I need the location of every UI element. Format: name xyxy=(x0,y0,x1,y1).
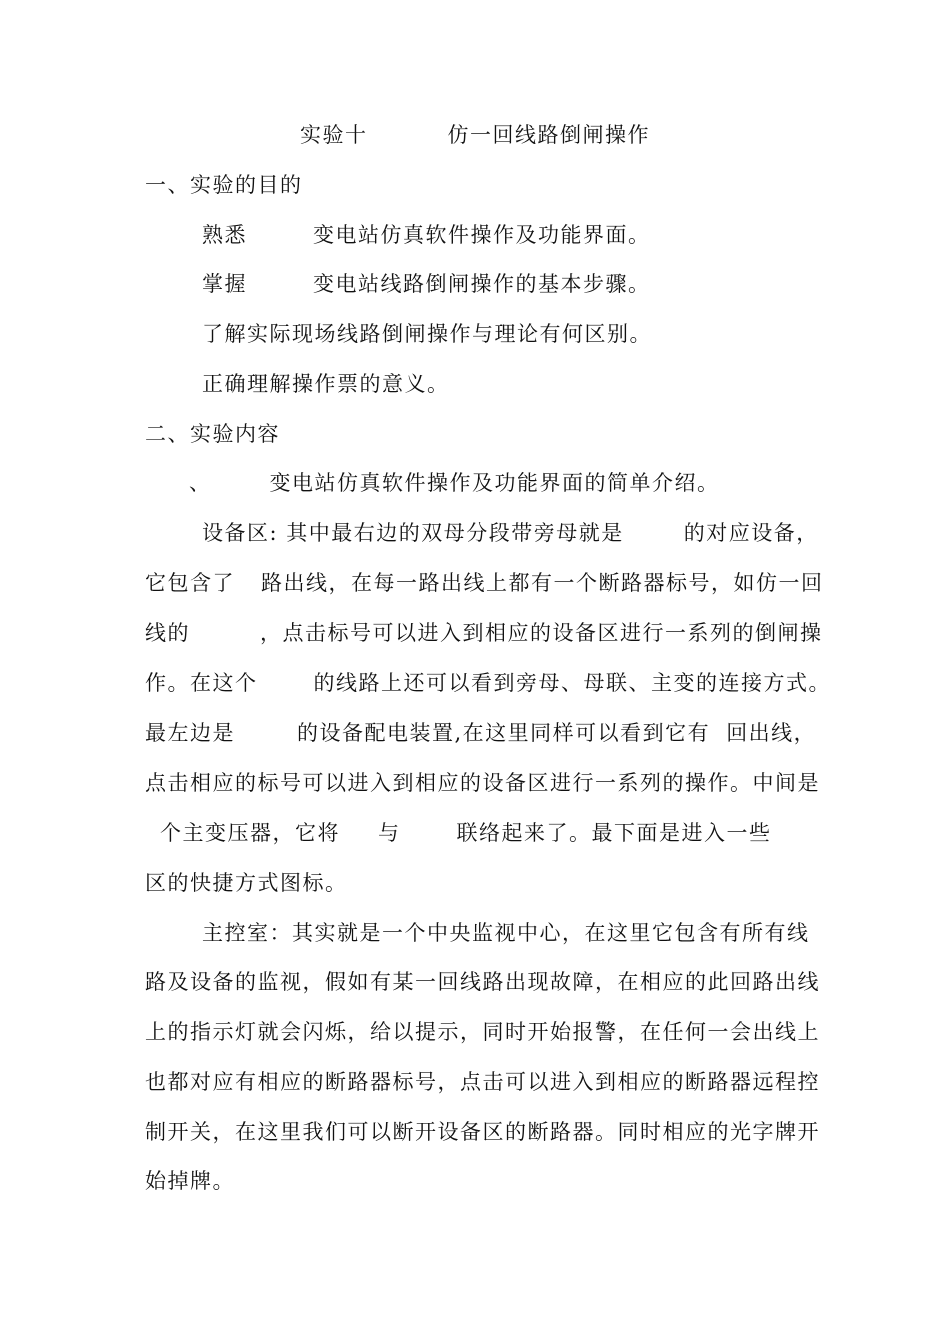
document-title xyxy=(300,120,650,150)
para1-text: 它包含了 xyxy=(145,571,235,595)
para1-text: 路出线，在每一路出线上都有一个断路器标号，如仿一回 xyxy=(261,571,824,595)
para1-text: 作。在这个 xyxy=(145,671,258,695)
objective-item: 了解实际现场线路倒闸操作与理论有何区别。 xyxy=(202,322,652,346)
para1-text: 的对应设备， xyxy=(683,521,819,545)
content-subheading xyxy=(189,468,720,498)
para1-text: 与 xyxy=(378,821,401,845)
objective-lead: 熟悉 xyxy=(202,223,247,247)
objective-lead: 掌握 xyxy=(202,272,247,296)
para1-text: 最左边是 xyxy=(145,721,235,745)
para1-text: 联络起来了。最下面是进入一些 xyxy=(456,821,772,845)
para1-text: 设备区: 其中最右边的双母分段带旁母就是 xyxy=(202,521,624,545)
para1-line xyxy=(145,668,831,698)
para1-text: 的线路上还可以看到旁母、母联、主变的连接方式。 xyxy=(313,671,831,695)
subheading-text: 变电站仿真软件操作及功能界面的简单介绍。 xyxy=(269,471,720,495)
objective-item xyxy=(202,220,651,250)
objective-item: 正确理解操作票的意义。 xyxy=(202,372,450,396)
title-text: 仿一回线路倒闸操作 xyxy=(447,123,650,147)
para1-line: 区的快捷方式图标。 xyxy=(145,871,348,895)
para1-text: 个主变压器，它将 xyxy=(160,821,340,845)
para1-text: 的设备配电装置,在这里同样可以看到它有 xyxy=(297,721,711,745)
para2-line: 始掉牌。 xyxy=(145,1169,235,1193)
para1-line xyxy=(145,718,816,748)
para1-line: 点击相应的标号可以进入到相应的设备区进行一系列的操作。中间是 xyxy=(145,771,820,795)
para1-line xyxy=(145,568,824,598)
para1-line xyxy=(202,518,819,548)
para2-line: 路及设备的监视，假如有某一回线路出现故障，在相应的此回路出线 xyxy=(145,970,820,994)
subheading-lead: 、 xyxy=(189,471,212,495)
para2-line: 也都对应有相应的断路器标号，点击可以进入到相应的断路器远程控 xyxy=(145,1070,820,1094)
objective-text: 变电站线路倒闸操作的基本步骤。 xyxy=(313,272,651,296)
para1-text: ，点击标号可以进入到相应的设备区进行一系列的倒闸操 xyxy=(260,621,823,645)
para1-line xyxy=(145,618,823,648)
section2-heading: 二、实验内容 xyxy=(145,422,280,446)
objective-text: 变电站仿真软件操作及功能界面。 xyxy=(313,223,651,247)
para2-line: 主控室：其实就是一个中央监视中心，在这里它包含有所有线 xyxy=(202,921,810,945)
para2-line: 上的指示灯就会闪烁，给以提示，同时开始报警，在任何一会出线上 xyxy=(145,1020,820,1044)
objective-item xyxy=(202,269,651,299)
para2-line: 制开关，在这里我们可以断开设备区的断路器。同时相应的光字牌开 xyxy=(145,1120,820,1144)
para1-text: 回出线， xyxy=(726,721,817,745)
section1-heading: 一、实验的目的 xyxy=(145,173,303,197)
para1-line xyxy=(160,818,772,848)
para1-text: 线的 xyxy=(145,621,190,645)
title-prefix: 实验十 xyxy=(300,123,368,147)
